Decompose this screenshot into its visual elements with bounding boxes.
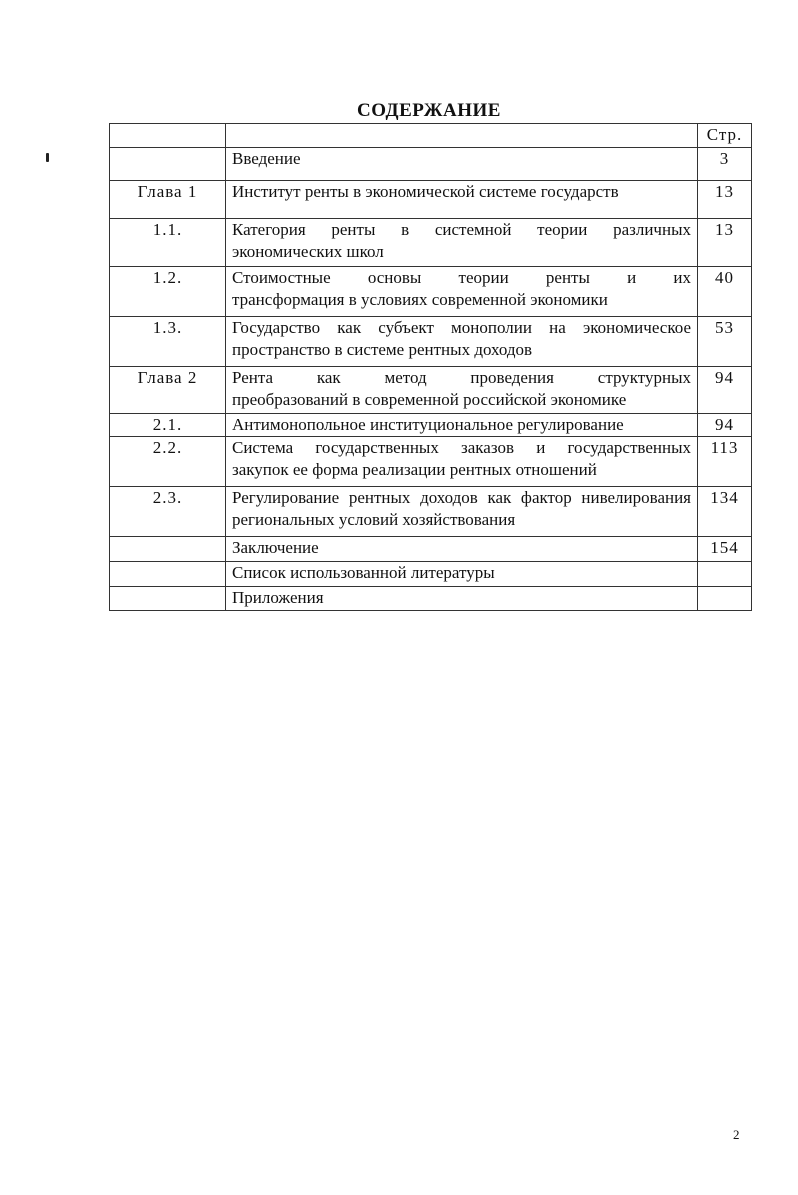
toc-row [110,148,752,181]
page-title: СОДЕРЖАНИЕ [357,100,501,121]
section-title: Институт ренты в экономической системе государств [226,181,698,219]
section-number [110,148,226,181]
section-page: 53 [698,317,752,367]
section-number: 2.1. [110,414,226,437]
section-title-line: преобразований в современной российской экономике [232,390,627,409]
section-number: Глава 2 [110,367,226,414]
section-number: 1.1. [110,219,226,267]
toc-row [110,587,752,611]
section-title: Введение [226,148,698,181]
toc-header-row [110,124,752,148]
section-page: 13 [698,181,752,219]
section-page: 134 [698,487,752,537]
section-page: 40 [698,267,752,317]
section-title-line: экономических школ [232,242,384,261]
section-page: 94 [698,414,752,437]
section-title [226,267,698,317]
section-number: 2.3. [110,487,226,537]
section-title: Приложения [226,587,698,611]
margin-mark [46,153,49,162]
section-title [226,487,698,537]
section-number [110,562,226,587]
section-title-line: трансформация в условиях современной экономики [232,290,608,309]
section-title-line: Регулирование рентных доходов как фактор нивелирования [232,488,691,507]
section-title-line: Государство как субъект монополии на экономическое [232,318,691,337]
section-number: 1.2. [110,267,226,317]
section-title-line: пространство в системе рентных доходов [232,340,533,359]
toc-row [110,317,752,367]
toc-row [110,562,752,587]
section-page: 13 [698,219,752,267]
toc-row [110,181,752,219]
section-title-line: Рента как метод проведения структурных [232,368,691,387]
section-title-line: Стоимостные основы теории ренты и их [232,268,691,287]
section-page: 154 [698,537,752,562]
toc-row [110,437,752,487]
section-page: 3 [698,148,752,181]
section-page [698,562,752,587]
toc-row [110,414,752,437]
toc-row [110,267,752,317]
section-title: Список использованной литературы [226,562,698,587]
section-title [226,437,698,487]
header-title-cell [226,124,698,148]
section-title-line: региональных условий хозяйствования [232,510,516,529]
toc-row [110,219,752,267]
section-number: Глава 1 [110,181,226,219]
toc-row [110,487,752,537]
section-title-line: Категория ренты в системной теории различных [232,220,691,239]
section-page: 94 [698,367,752,414]
section-title [226,367,698,414]
section-page [698,587,752,611]
section-title-line: закупок ее форма реализации рентных отношений [232,460,597,479]
section-number: 2.2. [110,437,226,487]
section-page: 113 [698,437,752,487]
toc-table [109,123,752,611]
section-number: 1.3. [110,317,226,367]
section-title: Заключение [226,537,698,562]
section-title [226,317,698,367]
page-number: 2 [733,1127,740,1142]
toc-row [110,367,752,414]
header-num-cell [110,124,226,148]
section-title-line: Система государственных заказов и государственных [232,438,691,457]
section-title [226,219,698,267]
section-number [110,587,226,611]
section-title: Антимонопольное институциональное регулирование [226,414,698,437]
section-number [110,537,226,562]
header-page-cell: Стр. [698,124,752,148]
toc-row [110,537,752,562]
